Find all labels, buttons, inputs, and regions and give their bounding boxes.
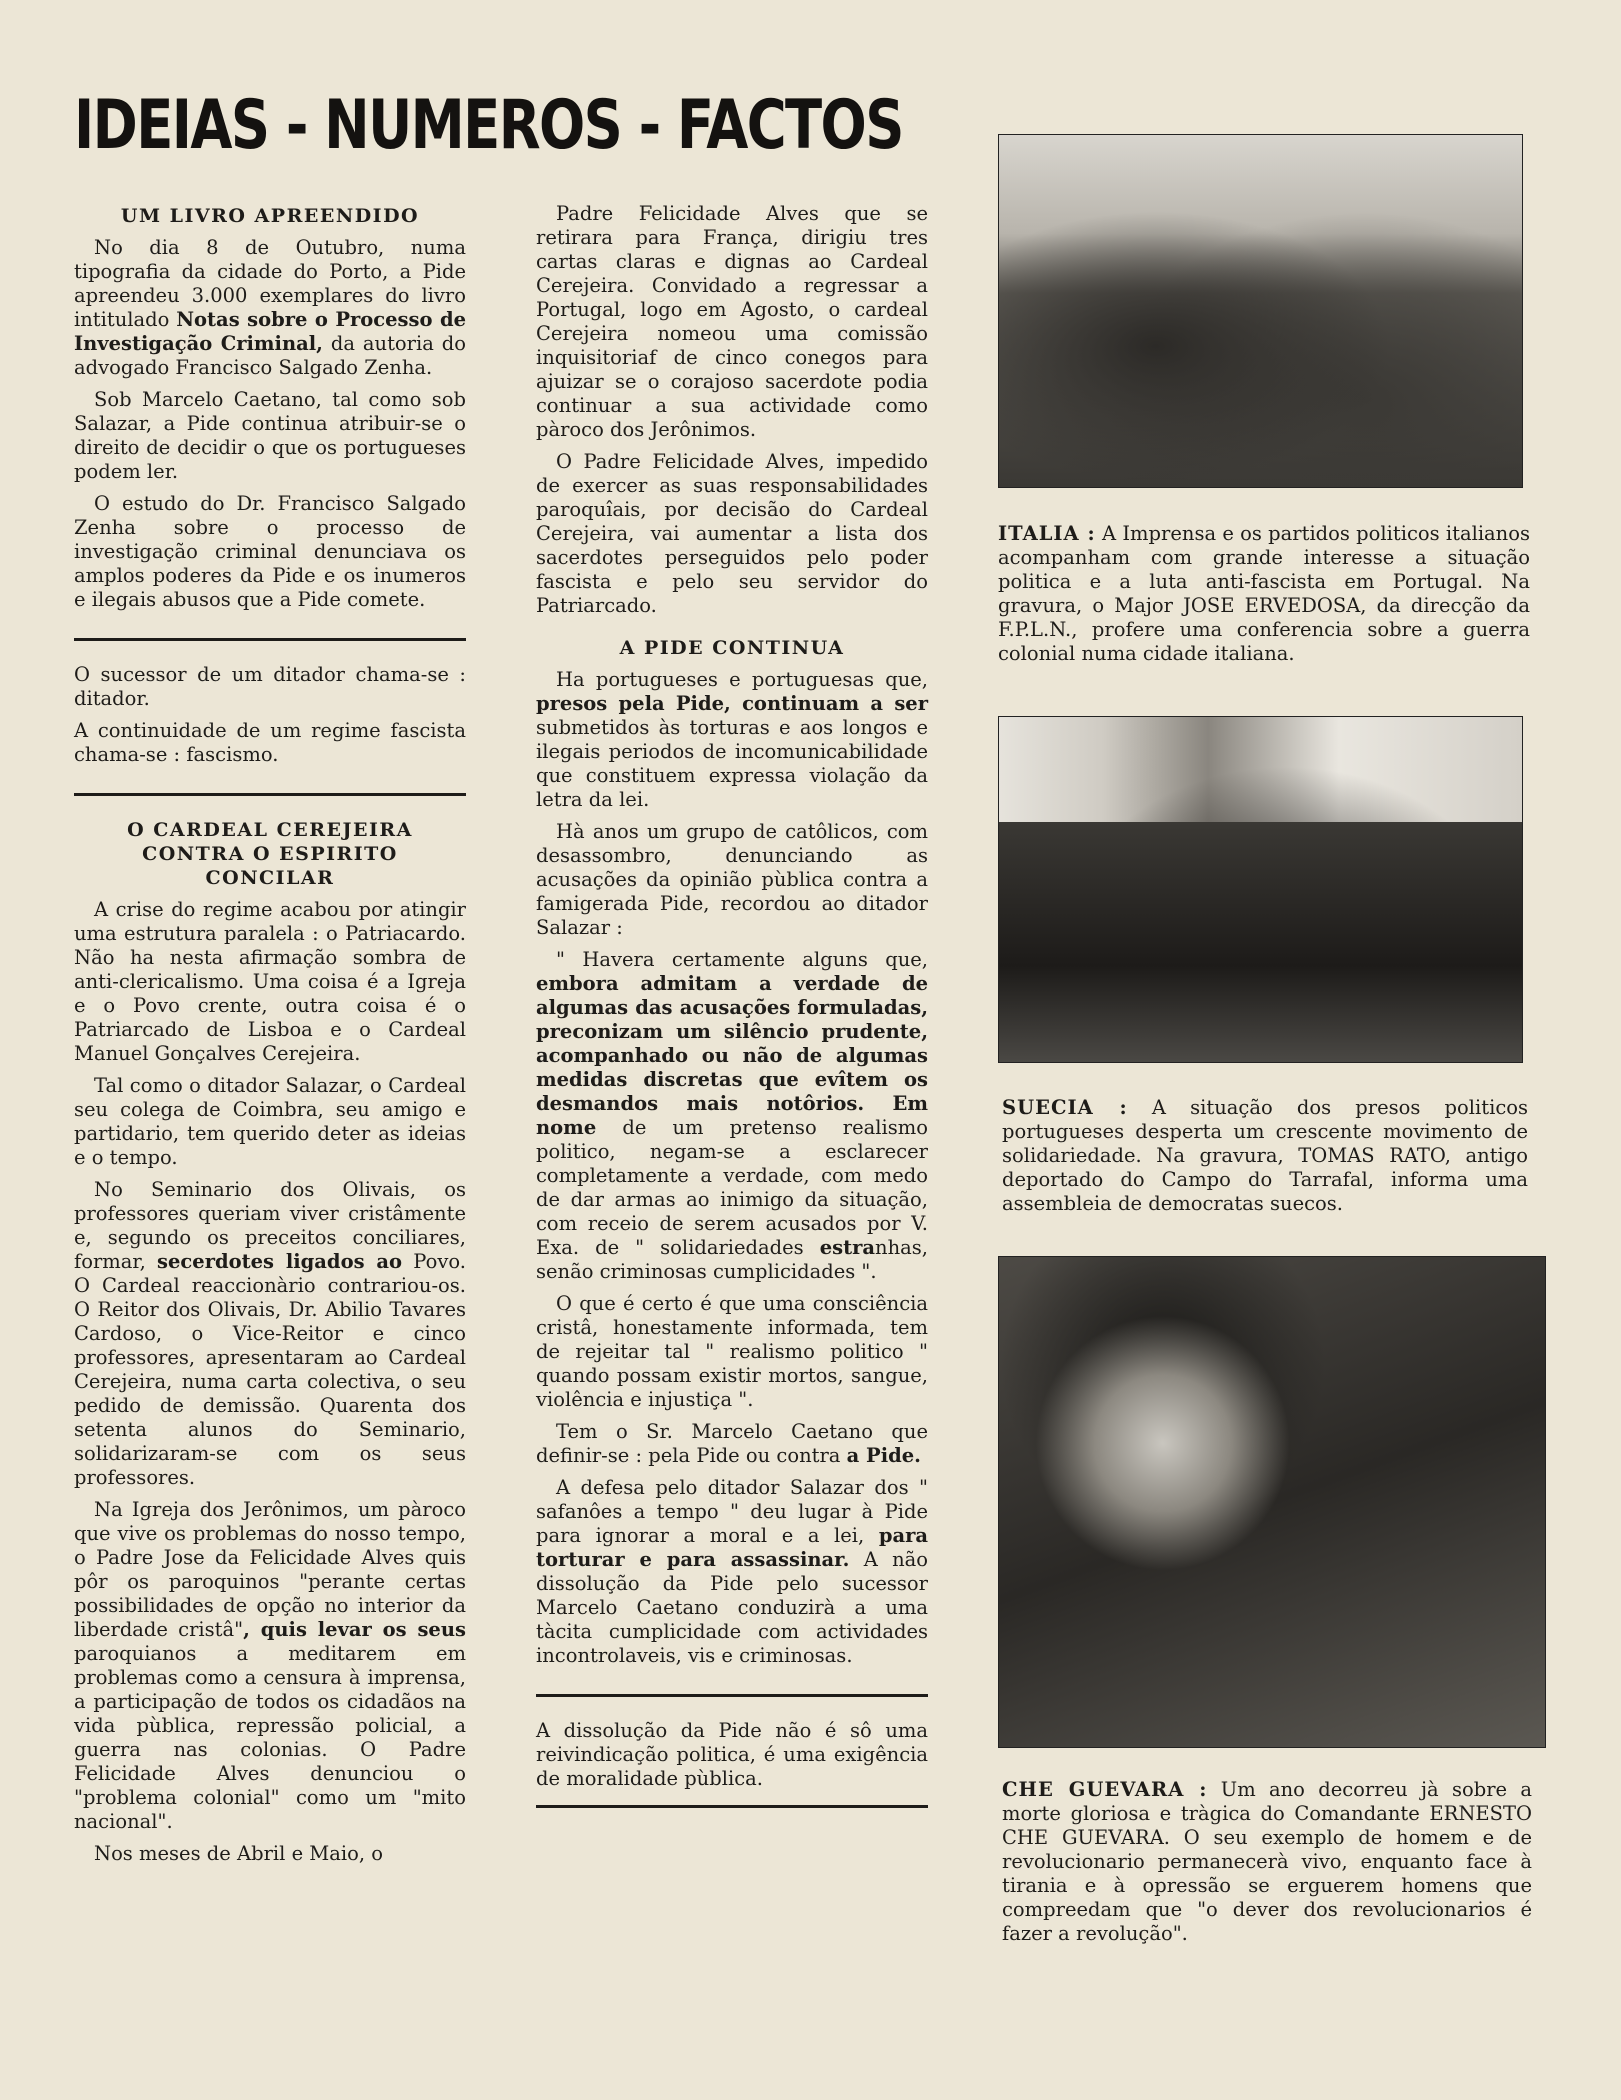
photo-italia-conference bbox=[998, 134, 1523, 488]
article-paragraph: O estudo do Dr. Francisco Salgado Zenha sobre o processo de investigação criminal denunciava os amplos poderes da Pide e os inumeros e ilegais abusos que a Pide comete. bbox=[74, 492, 466, 611]
heading-pide-continua: A PIDE CONTINUA bbox=[619, 637, 845, 659]
caption-suecia: SUECIA : A situação dos presos politicos portugueses desperta um crescente movimento de solidariedade. Na gravura, TOMAS RATO, antigo deportado do Campo do Tarrafal, informa uma assembleia de democratas suecos. bbox=[1002, 1096, 1528, 1215]
heading-livro-apreendido: UM LIVRO APREENDIDO bbox=[120, 205, 420, 227]
article-paragraph: No Seminario dos Olivais, os professores queriam viver cristâmente e, segundo os preceitos conciliares, formar, secerdotes ligados ao Povo. O Cardeal reaccionàrio contrariou-os. O Reitor dos Olivais, Dr. Abilio Tavares Cardoso, o Vice-Reitor e cinco professores, apresentaram ao Cardeal Cerejeira, numa carta colectiva, o seu pedido de demissão. Quarenta dos setenta alunos do Seminario, solidarizaram-se com os seus professores. bbox=[74, 1178, 466, 1489]
photo-suecia-assembly bbox=[998, 716, 1523, 1063]
divider bbox=[74, 793, 466, 796]
article-paragraph: Hà anos um grupo de catôlicos, com desassombro, denunciando as acusações da opinião pùblica contra a famigerada Pide, recordou ao ditador Salazar : bbox=[536, 820, 928, 939]
article-paragraph: O Padre Felicidade Alves, impedido de exercer as suas responsabilidades paroquîais, por decisão do Cardeal Cerejeira, vai aumentar a lista dos sacerdotes perseguidos pelo poder fascista e pelo seu servidor do Patriarcado. bbox=[536, 450, 928, 617]
article-paragraph: Padre Felicidade Alves que se retirara para França, dirigiu tres cartas claras e dignas ao Cardeal Cerejeira. Convidado a regressar a Portugal, logo em Agosto, o cardeal Cerejeira nomeou uma comissão inquisitoriaf de cinco conegos para ajuizar se o corajoso sacerdote podia continuar a sua actividade como pàroco dos Jerônimos. bbox=[536, 202, 928, 441]
divider bbox=[536, 1805, 928, 1808]
boxed-quote: O sucessor de um ditador chama-se : ditador. bbox=[74, 663, 466, 710]
caption-che-guevara: CHE GUEVARA : Um ano decorreu jà sobre a morte gloriosa e tràgica do Comandante ERNESTO CHE GUEVARA. O seu exemplo de homem e de revolucionario permanecerà vivo, enquanto face à tirania e à opressão se erguerem homens que compreedam que "o dever dos revolucionarios é fazer a revolução". bbox=[1002, 1778, 1533, 1945]
photo-che-guevara bbox=[998, 1256, 1546, 1748]
caption-italia: ITALIA : A Imprensa e os partidos politicos italianos acompanham com grande interesse a situação politica e a luta anti-fascista em Portugal. Na gravura, o Major JOSE ERVEDOSA, da direcção da F.P.L.N., profere uma conferencia sobre a guerra colonial numa cidade italiana. bbox=[998, 522, 1530, 665]
article-paragraph: " Havera certamente alguns que, embora admitam a verdade de algumas das acusações formuladas, preconizam um silêncio prudente, acompanhado ou não de algumas medidas discretas que evîtem os desmandos mais notôrios. Em nome de um pretenso realismo politico, negam-se a esclarecer completamente a verdade, com medo de dar armas ao inimigo da situação, com receio de serem acusados por V. Exa. de " solidariedades estranhas, senão criminosas cumplicidades ". bbox=[536, 948, 928, 1283]
heading-cardeal-cerejeira: O CARDEAL CEREJEIRA CONTRA O ESPIRITO CONCILAR bbox=[127, 819, 413, 889]
article-paragraph: Sob Marcelo Caetano, tal como sob Salazar, a Pide continua atribuir-se o direito de decidir o que os portugueses podem ler. bbox=[74, 388, 466, 483]
article-paragraph: Na Igreja dos Jerônimos, um pàroco que vive os problemas do nosso tempo, o Padre Jose da Felicidade Alves quis pôr os paroquinos "perante certas possibilidades de opção no interior da liberdade cristâ", quis levar os seus paroquianos a meditarem em problemas como a censura à imprensa, a participação de todos os cidadãos na vida pùblica, repressão policial, a guerra nas colonias. O Padre Felicidade Alves denunciou o "problema colonial" como um "mito nacional". bbox=[74, 1498, 466, 1833]
article-paragraph: Tal como o ditador Salazar, o Cardeal seu colega de Coimbra, seu amigo e partidario, tem querido deter as ideias e o tempo. bbox=[74, 1074, 466, 1169]
column-left bbox=[74, 204, 466, 1874]
article-paragraph: Ha portugueses e portuguesas que, presos pela Pide, continuam a ser submetidos às torturas e aos longos e ilegais periodos de incomunicabilidade que constituem expressa violação da letra da lei. bbox=[536, 668, 928, 811]
boxed-quote: A continuidade de um regime fascista chama-se : fascismo. bbox=[74, 719, 466, 766]
article-paragraph: A defesa pelo ditador Salazar dos " safanôes a tempo " deu lugar à Pide para ignorar a moral e a lei, para torturar e para assassinar. A não dissolução da Pide pelo sucessor Marcelo Caetano conduzirà a uma tàcita cumplicidade com actividades incontrolaveis, vis e criminosas. bbox=[536, 1476, 928, 1667]
article-paragraph: Nos meses de Abril e Maio, o bbox=[94, 1842, 384, 1865]
article-paragraph: No dia 8 de Outubro, numa tipografia da cidade do Porto, a Pide apreendeu 3.000 exemplares do livro intitulado Notas sobre o Processo de Investigação Criminal, da autoria do advogado Francisco Salgado Zenha. bbox=[74, 236, 467, 379]
article-paragraph: O que é certo é que uma consciência cristâ, honestamente informada, tem de rejeitar tal " realismo politico " quando possam existir mortos, sangue, violência e injustiça ". bbox=[536, 1292, 928, 1411]
article-paragraph: Tem o Sr. Marcelo Caetano que definir-se : pela Pide ou contra a Pide. bbox=[536, 1420, 928, 1467]
divider bbox=[536, 1694, 928, 1697]
masthead-title: IDEIAS - NUMEROS - FACTOS bbox=[74, 86, 903, 165]
article-paragraph: A crise do regime acabou por atingir uma estrutura paralela : o Patriacardo. Não ha nesta afirmação sombra de anti-clericalismo. Uma coisa é a Igreja e o Povo crente, outra coisa é o Patriarcado de Lisboa e o Cardeal Manuel Gonçalves Cerejeira. bbox=[74, 898, 466, 1065]
boxed-quote: A dissolução da Pide não é sô uma reivindicação politica, é uma exigência de moralidade pùblica. bbox=[536, 1719, 928, 1790]
column-middle bbox=[536, 202, 928, 1830]
divider bbox=[74, 638, 466, 641]
